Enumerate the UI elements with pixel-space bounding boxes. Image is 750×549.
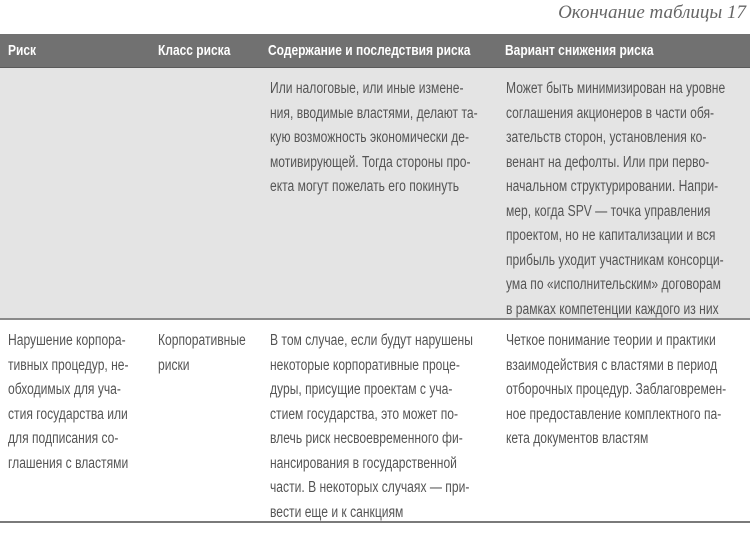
- text-line: ума по «исполнительским» договорам: [506, 276, 721, 293]
- text-line: кета документов властям: [506, 430, 649, 447]
- text-line: начальном структурировании. Напри-: [506, 178, 719, 195]
- text-line: взаимодействия с властями в период: [506, 356, 718, 374]
- text-line: глашения с властями: [8, 454, 129, 472]
- text-line: некоторые корпоративные проце-: [270, 356, 460, 374]
- text-line: мотивирующей. Тогда стороны про-: [270, 153, 471, 171]
- text-line: нансирования в государственной: [270, 454, 457, 472]
- text-line: стием государства, это может по-: [270, 405, 458, 423]
- text-line: кую возможность экономически де-: [270, 129, 470, 146]
- text-line: ния, вводимые властями, делают та-: [270, 104, 478, 122]
- table-header: [0, 34, 750, 68]
- cell-content: [270, 329, 530, 525]
- header-mitigation: Вариант снижения риска: [505, 42, 654, 59]
- text-line: влечь риск несвоевременного фи-: [270, 430, 463, 447]
- text-line: Может быть минимизирован на уровне: [506, 80, 726, 97]
- cell-content: [270, 77, 536, 200]
- text-line: екта могут пожелать его покинуть: [270, 178, 460, 195]
- text-line: Нарушение корпора-: [8, 332, 126, 349]
- text-line: В том случае, если будут нарушены: [270, 332, 473, 349]
- header-risk: Риск: [8, 42, 37, 59]
- cell-risk: [8, 329, 163, 476]
- text-line: зательств сторон, установления ко-: [506, 129, 707, 146]
- text-line: для подписания со-: [8, 430, 119, 447]
- text-line: ное предоставление комплектного па-: [506, 405, 722, 423]
- text-line: риски: [158, 356, 190, 374]
- header-content: Содержание и последствия риска: [268, 42, 471, 59]
- text-line: венант на дефолты. Или при перво-: [506, 153, 710, 171]
- text-line: Или налоговые, или иные измене-: [270, 80, 464, 97]
- text-line: Четкое понимание теории и практики: [506, 332, 716, 349]
- table-caption: Окончание таблицы 17: [558, 2, 746, 23]
- text-line: вести еще и к санкциям: [270, 503, 404, 521]
- text-line: в рамках компетенции каждого из них: [506, 300, 719, 318]
- text-line: соглашения акционеров в части обя-: [506, 104, 715, 122]
- cell-mitigation: [506, 329, 750, 452]
- text-line: Корпоративные: [158, 332, 246, 349]
- text-line: отборочных процедур. Заблаговремен-: [506, 381, 727, 398]
- text-line: тивных процедур, не-: [8, 356, 129, 374]
- text-line: обходимых для уча-: [8, 381, 121, 398]
- text-line: проектом, но не капитализации и вся: [506, 227, 716, 244]
- table-row: [0, 68, 750, 320]
- table-row: [0, 320, 750, 523]
- text-line: дуры, присущие проектам с уча-: [270, 381, 453, 398]
- text-line: стия государства или: [8, 405, 128, 423]
- text-line: части. В некоторых случаях — при-: [270, 479, 470, 496]
- text-line: мер, когда SPV — точка управления: [506, 202, 711, 220]
- text-line: прибыль уходит участникам консорци-: [506, 251, 724, 269]
- header-risk-class: Класс риска: [158, 42, 231, 59]
- cell-class: [158, 329, 271, 378]
- cell-mitigation: [506, 77, 750, 322]
